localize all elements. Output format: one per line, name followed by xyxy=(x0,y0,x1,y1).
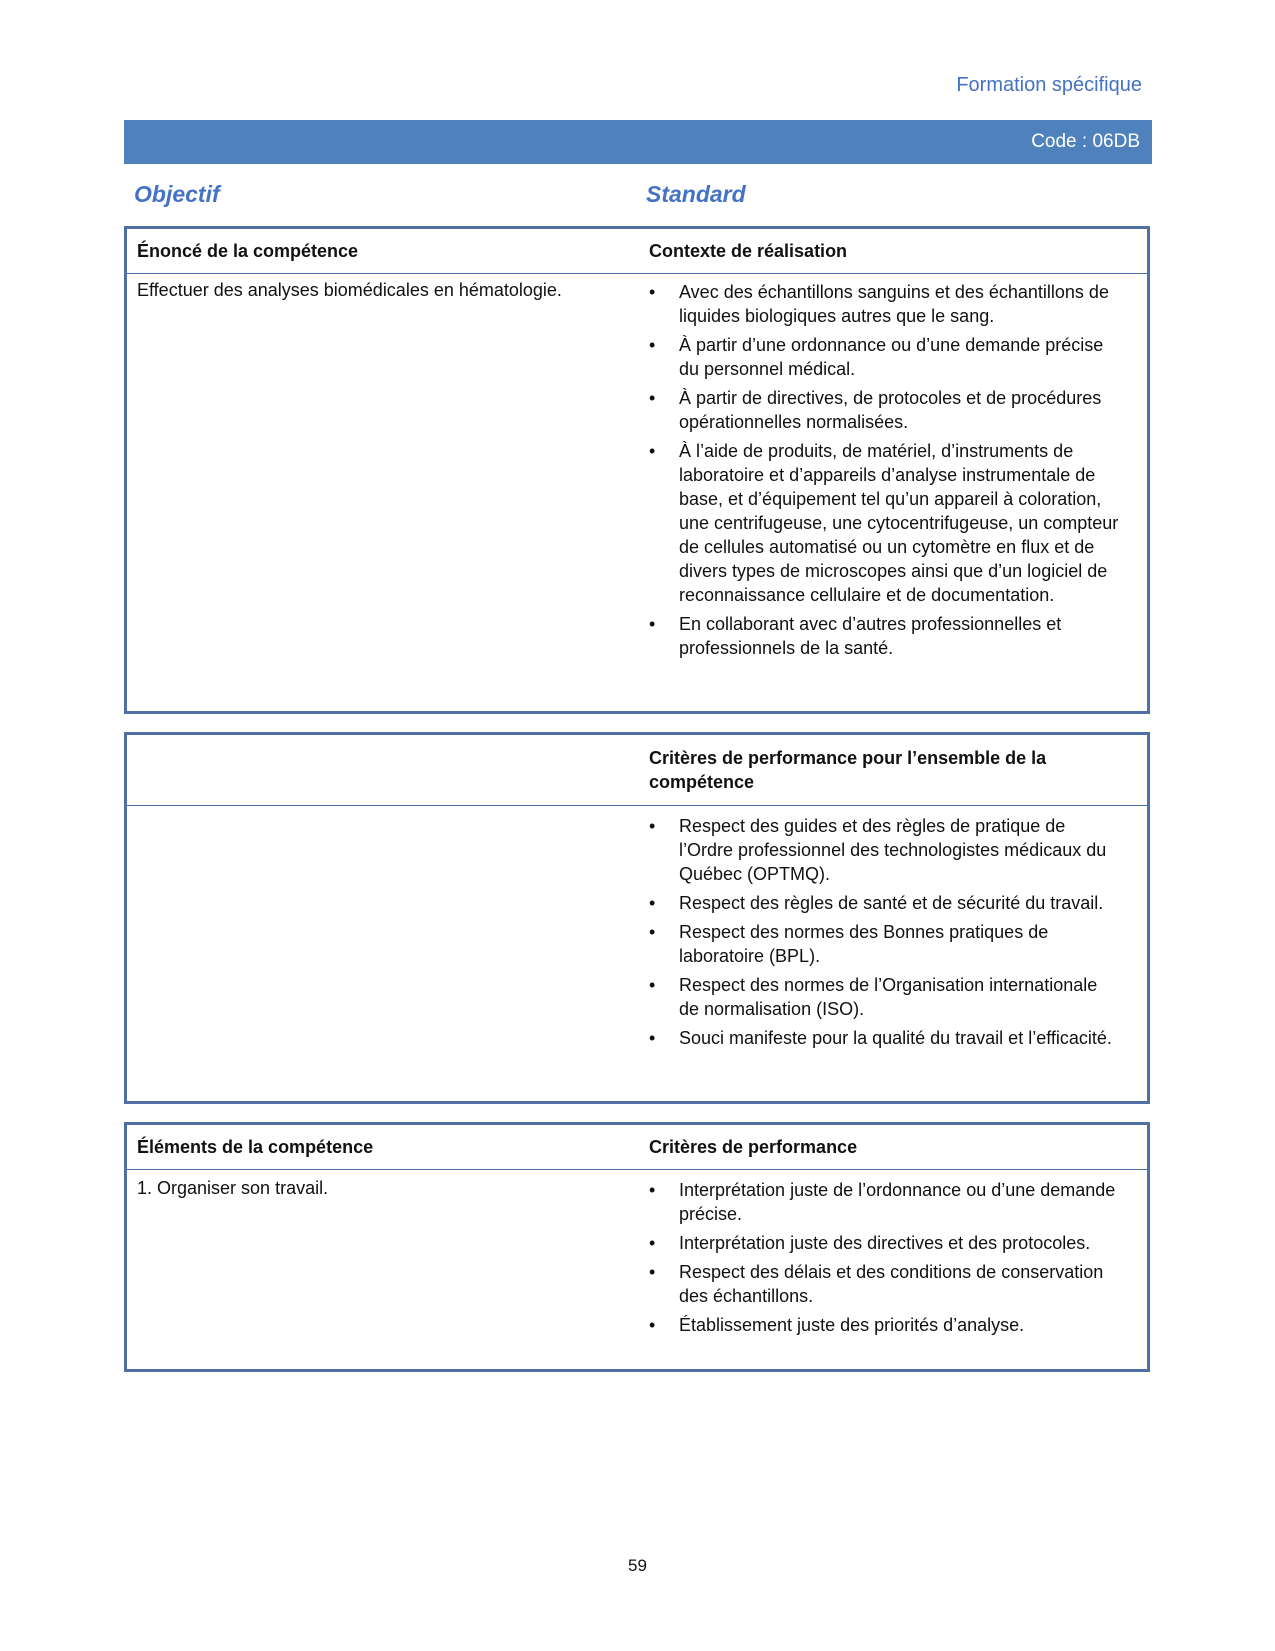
list-item: • À partir d’une ordonnance ou d’une demande précise du personnel médical. xyxy=(649,333,1119,381)
list-item: • Respect des normes des Bonnes pratiques de laboratoire (BPL). xyxy=(649,920,1119,968)
standard-heading: Standard xyxy=(646,181,746,207)
objectif-heading: Objectif xyxy=(134,181,220,207)
list-item: • Respect des guides et des règles de pratique de l’Ordre professionnel des technologistes médicaux du Québec (OPTMQ). xyxy=(649,814,1119,886)
contexte-heading: Contexte de réalisation xyxy=(649,241,848,261)
list-item: • À l’aide de produits, de matériel, d’instruments de laboratoire et d’appareils d’analyse instrumentale de base, et d’équipement tel qu’un appareil à coloration, une centrifugeuse, une cytocentrifugeuse, un compteur de cellules automatisé ou un cytomètre en flux et de divers types de microscopes ainsi que d’un logiciel de reconnaissance cellulaire et de documentation. xyxy=(649,439,1119,607)
list-item: • À partir de directives, de protocoles et de procédures opérationnelles normalisées. xyxy=(649,386,1119,434)
section-title: Formation spécifique xyxy=(956,74,1142,96)
competence-header-row xyxy=(127,229,1147,274)
code-bar xyxy=(124,120,1152,164)
list-item: • Établissement juste des priorités d’analyse. xyxy=(649,1313,1119,1337)
competence-statement: Effectuer des analyses biomédicales en hématologie. xyxy=(137,280,562,300)
list-item: • Interprétation juste des directives et des protocoles. xyxy=(649,1231,1119,1255)
list-item: • Respect des normes de l’Organisation internationale de normalisation (ISO). xyxy=(649,973,1119,1021)
overall-criteria-list xyxy=(649,814,1119,1055)
course-code: Code : 06DB xyxy=(1031,131,1140,152)
list-item: • Respect des délais et des conditions de conservation des échantillons. xyxy=(649,1260,1119,1308)
overall-criteria-header-row xyxy=(127,735,1147,806)
list-item: • En collaborant avec d’autres professionnelles et professionnels de la santé. xyxy=(649,612,1119,660)
element-1: 1. Organiser son travail. xyxy=(137,1178,329,1198)
competence-table xyxy=(124,226,1150,714)
elements-heading: Éléments de la compétence xyxy=(137,1137,374,1157)
page-number: 59 xyxy=(628,1556,647,1575)
elements-table xyxy=(124,1122,1150,1372)
enonce-heading: Énoncé de la compétence xyxy=(137,241,359,261)
list-item: • Souci manifeste pour la qualité du travail et l’efficacité. xyxy=(649,1026,1119,1050)
performance-criteria-list xyxy=(649,1178,1119,1342)
list-item: • Avec des échantillons sanguins et des échantillons de liquides biologiques autres que le sang. xyxy=(649,280,1119,328)
elements-header-row xyxy=(127,1125,1147,1170)
context-list xyxy=(649,280,1119,665)
overall-criteria-table xyxy=(124,732,1150,1104)
list-item: • Interprétation juste de l’ordonnance ou d’une demande précise. xyxy=(649,1178,1119,1226)
list-item: • Respect des règles de santé et de sécurité du travail. xyxy=(649,891,1119,915)
performance-heading: Critères de performance xyxy=(649,1137,858,1157)
overall-criteria-heading: Critères de performance pour l’ensemble de la compétence xyxy=(649,748,1047,792)
